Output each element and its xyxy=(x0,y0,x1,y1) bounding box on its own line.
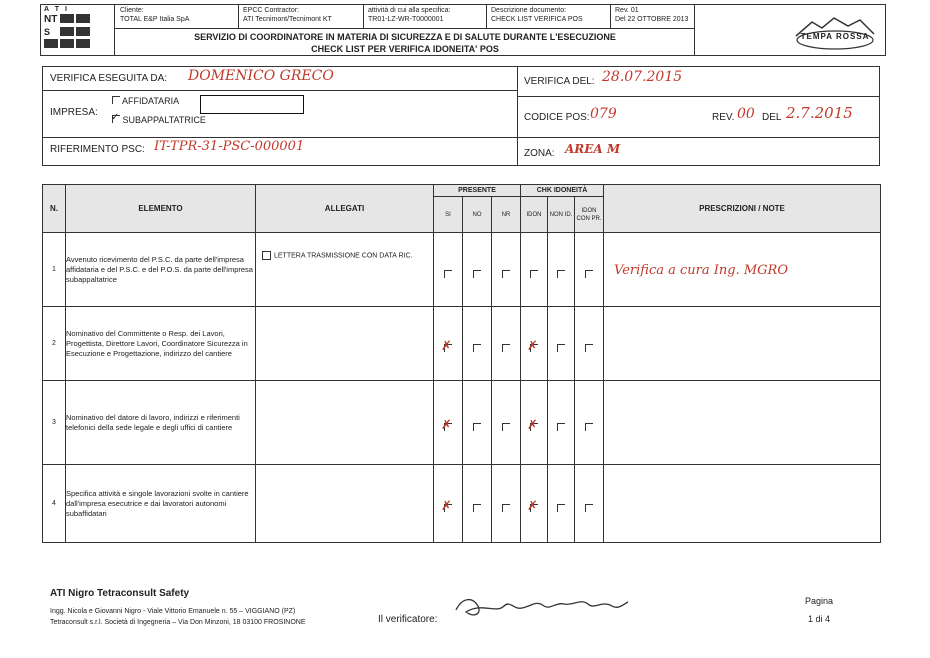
table-row xyxy=(43,465,881,543)
cross-mark-icon: ✗ xyxy=(441,499,452,514)
cell-nr xyxy=(492,307,521,381)
cell-non-id xyxy=(548,233,575,307)
del-label: DEL xyxy=(762,112,782,123)
codice-label: CODICE POS: xyxy=(524,112,590,123)
row-number: 1 xyxy=(43,233,66,307)
activity-value: TR01-LZ-WR-T0000001 xyxy=(368,16,444,23)
allegati-label: LETTERA TRASMISSIONE CON DATA RIC. xyxy=(274,252,413,260)
col-idon-header: IDON xyxy=(521,197,548,233)
cell-idon xyxy=(521,307,548,381)
row-elemento: Nominativo del Committente o Resp. dei Lavori, Progettista, Direttore Lavori, Coordinatore Sicurezza in Esecuzione e Progettazione, indirizzo del cantiere xyxy=(66,307,256,381)
col-chk-header: CHK IDONEITÀ xyxy=(521,185,604,197)
cell-si xyxy=(434,307,463,381)
col-no-header: NO xyxy=(463,197,492,233)
no-checkbox[interactable] xyxy=(473,344,481,352)
impresa-label: IMPRESA: xyxy=(50,107,98,118)
footer-company: ATI Nigro Tetraconsult Safety xyxy=(50,588,190,599)
rif-label: RIFERIMENTO PSC: xyxy=(50,144,145,155)
rev-date: Del 22 OTTOBRE 2013 xyxy=(615,16,689,23)
cell-no xyxy=(463,307,492,381)
row-allegati xyxy=(256,307,434,381)
verifica-value: DOMENICO GRECO xyxy=(188,68,334,84)
row-prescrizioni xyxy=(604,465,881,543)
col-si-header: SI xyxy=(434,197,463,233)
row-number: 4 xyxy=(43,465,66,543)
col-non-id-header: NON ID. xyxy=(548,197,575,233)
row-number: 3 xyxy=(43,381,66,465)
epcc-label: EPCC Contractor: xyxy=(243,7,300,14)
col-nr-header: NR xyxy=(492,197,521,233)
row-allegati xyxy=(256,465,434,543)
affidataria-option[interactable] xyxy=(112,96,179,106)
pagina-label: Pagina xyxy=(805,596,834,606)
title-line-1: SERVIZIO DI COORDINATORE IN MATERIA DI SICUREZZA E DI SALUTE DURANTE L'ESECUZIONE xyxy=(194,32,616,42)
ati-logo: A T I NT S xyxy=(44,6,112,52)
idon-con-pr-checkbox[interactable] xyxy=(585,344,593,352)
pagina-value: 1 di 4 xyxy=(808,614,831,624)
verificatore-label: Il verificatore: xyxy=(378,614,438,625)
subappaltatrice-option[interactable] xyxy=(111,112,206,125)
non-id-checkbox[interactable] xyxy=(557,504,565,512)
subappaltatrice-checkbox[interactable] xyxy=(111,112,120,123)
doc-value: CHECK LIST VERIFICA POS xyxy=(491,16,583,23)
non-id-checkbox[interactable] xyxy=(557,344,565,352)
table-row xyxy=(43,233,881,307)
col-idon-con-header: IDON CON PR. xyxy=(575,197,604,233)
idon-con-pr-checkbox[interactable] xyxy=(585,423,593,431)
nr-checkbox[interactable] xyxy=(502,270,510,278)
cross-mark-icon: ✗ xyxy=(441,339,452,354)
footer-line-2: Tetraconsult s.r.l. Società di Ingegneria – Via Don Minzoni, 18 03100 FROSINONE xyxy=(50,619,306,626)
no-checkbox[interactable] xyxy=(473,423,481,431)
client-value: TOTAL E&P Italia SpA xyxy=(120,16,190,23)
subappaltatrice-label: SUBAPPALTATRICE xyxy=(122,115,206,125)
idon-con-pr-checkbox[interactable] xyxy=(585,270,593,278)
rev-info-value: 00 xyxy=(737,106,755,122)
del-value: 2.7.2015 xyxy=(786,104,853,122)
cross-mark-icon: ✗ xyxy=(441,418,452,433)
zona-label: ZONA: xyxy=(524,148,555,159)
no-checkbox[interactable] xyxy=(473,270,481,278)
nr-checkbox[interactable] xyxy=(502,504,510,512)
document-title xyxy=(116,31,694,55)
idon-con-pr-checkbox[interactable] xyxy=(585,504,593,512)
cell-si xyxy=(434,465,463,543)
col-elemento-header: ELEMENTO xyxy=(66,185,256,233)
title-line-2: CHECK LIST PER VERIFICA IDONEITA' POS xyxy=(311,44,499,54)
non-id-checkbox[interactable] xyxy=(557,423,565,431)
cell-idon xyxy=(521,465,548,543)
table-row xyxy=(43,381,881,465)
allegati-checkbox[interactable] xyxy=(262,251,271,260)
si-checkbox[interactable] xyxy=(444,270,452,278)
cell-idon-con-pr xyxy=(575,307,604,381)
check-mark-icon: ✓ xyxy=(111,112,120,123)
nr-checkbox[interactable] xyxy=(502,344,510,352)
row-number: 2 xyxy=(43,307,66,381)
cell-idon xyxy=(521,381,548,465)
col-allegati-header: ALLEGATI xyxy=(256,185,434,233)
rev-info-label: REV. xyxy=(712,112,735,123)
si-checkbox[interactable] xyxy=(441,499,452,514)
cell-idon-con-pr xyxy=(575,381,604,465)
col-prescrizioni-header: PRESCRIZIONI / NOTE xyxy=(604,185,881,233)
col-n-header: N. xyxy=(43,185,66,233)
cell-idon-con-pr xyxy=(575,233,604,307)
cell-non-id xyxy=(548,465,575,543)
codice-value: 079 xyxy=(590,106,617,122)
row-prescrizioni xyxy=(604,381,881,465)
cross-mark-icon: ✗ xyxy=(527,418,538,433)
cell-no xyxy=(463,465,492,543)
row-allegati xyxy=(256,381,434,465)
table-row xyxy=(43,307,881,381)
cell-non-id xyxy=(548,307,575,381)
cell-nr xyxy=(492,465,521,543)
cell-si xyxy=(434,233,463,307)
row-elemento: Nominativo del datore di lavoro, indirizzi e riferimenti telefonici della sede legale e degli uffici di cantiere xyxy=(66,381,256,465)
brand-logo-text: TEMPA ROSSA xyxy=(800,32,870,41)
affidataria-label: AFFIDATARIA xyxy=(122,96,180,106)
zona-value: AREA M xyxy=(565,142,621,156)
cell-idon xyxy=(521,233,548,307)
idon-checkbox[interactable] xyxy=(530,270,538,278)
rev-label: Rev. 01 xyxy=(615,7,639,14)
idon-checkbox[interactable] xyxy=(527,499,538,514)
si-checkbox[interactable] xyxy=(441,418,452,433)
col-presente-header: PRESENTE xyxy=(434,185,521,197)
si-checkbox[interactable] xyxy=(441,339,452,354)
row-prescrizioni xyxy=(604,233,881,307)
row-allegati xyxy=(256,233,434,307)
cell-si xyxy=(434,381,463,465)
idon-checkbox[interactable] xyxy=(527,339,538,354)
cross-mark-icon: ✗ xyxy=(527,339,538,354)
row-elemento: Specifica attività e singole lavorazioni svolte in cantiere dall'impresa esecutrice e dai lavoratori autonomi subaffidatari xyxy=(66,465,256,543)
verifica-label: VERIFICA ESEGUITA DA: xyxy=(50,73,168,84)
row-elemento: Avvenuto ricevimento del P.S.C. da parte dell'impresa affidataria e del P.S.C. e del P.O.S. da parte dell'impresa subappaltatrice xyxy=(66,233,256,307)
no-checkbox[interactable] xyxy=(473,504,481,512)
verifica-del-label: VERIFICA DEL: xyxy=(524,76,595,87)
rif-value: IT-TPR-31-PSC-000001 xyxy=(154,139,305,154)
cell-idon-con-pr xyxy=(575,465,604,543)
impresa-name-field[interactable] xyxy=(200,95,304,114)
affidataria-checkbox[interactable] xyxy=(112,96,120,104)
cell-nr xyxy=(492,381,521,465)
activity-label: attività di cui alla specifica: xyxy=(368,7,451,14)
epcc-value: ATI Tecnimont/Tecnimont KT xyxy=(243,16,332,23)
doc-label: Descrizione documento: xyxy=(491,7,567,14)
checklist-table xyxy=(42,184,881,543)
cell-nr xyxy=(492,233,521,307)
verifica-del-value: 28.07.2015 xyxy=(602,69,683,85)
nr-checkbox[interactable] xyxy=(502,423,510,431)
idon-checkbox[interactable] xyxy=(527,418,538,433)
footer-line-1: Ingg. Nicola e Giovanni Nigro - Viale Vittorio Emanuele n. 55 – VIGGIANO (PZ) xyxy=(50,608,296,615)
cell-non-id xyxy=(548,381,575,465)
cell-no xyxy=(463,381,492,465)
non-id-checkbox[interactable] xyxy=(557,270,565,278)
verificatore-signature xyxy=(452,588,632,627)
client-label: Cliente: xyxy=(120,7,144,14)
row-prescrizioni xyxy=(604,307,881,381)
row-note: Verifica a cura Ing. MGRO xyxy=(614,262,788,278)
tempa-rossa-logo xyxy=(794,14,876,50)
cell-no xyxy=(463,233,492,307)
cross-mark-icon: ✗ xyxy=(527,499,538,514)
